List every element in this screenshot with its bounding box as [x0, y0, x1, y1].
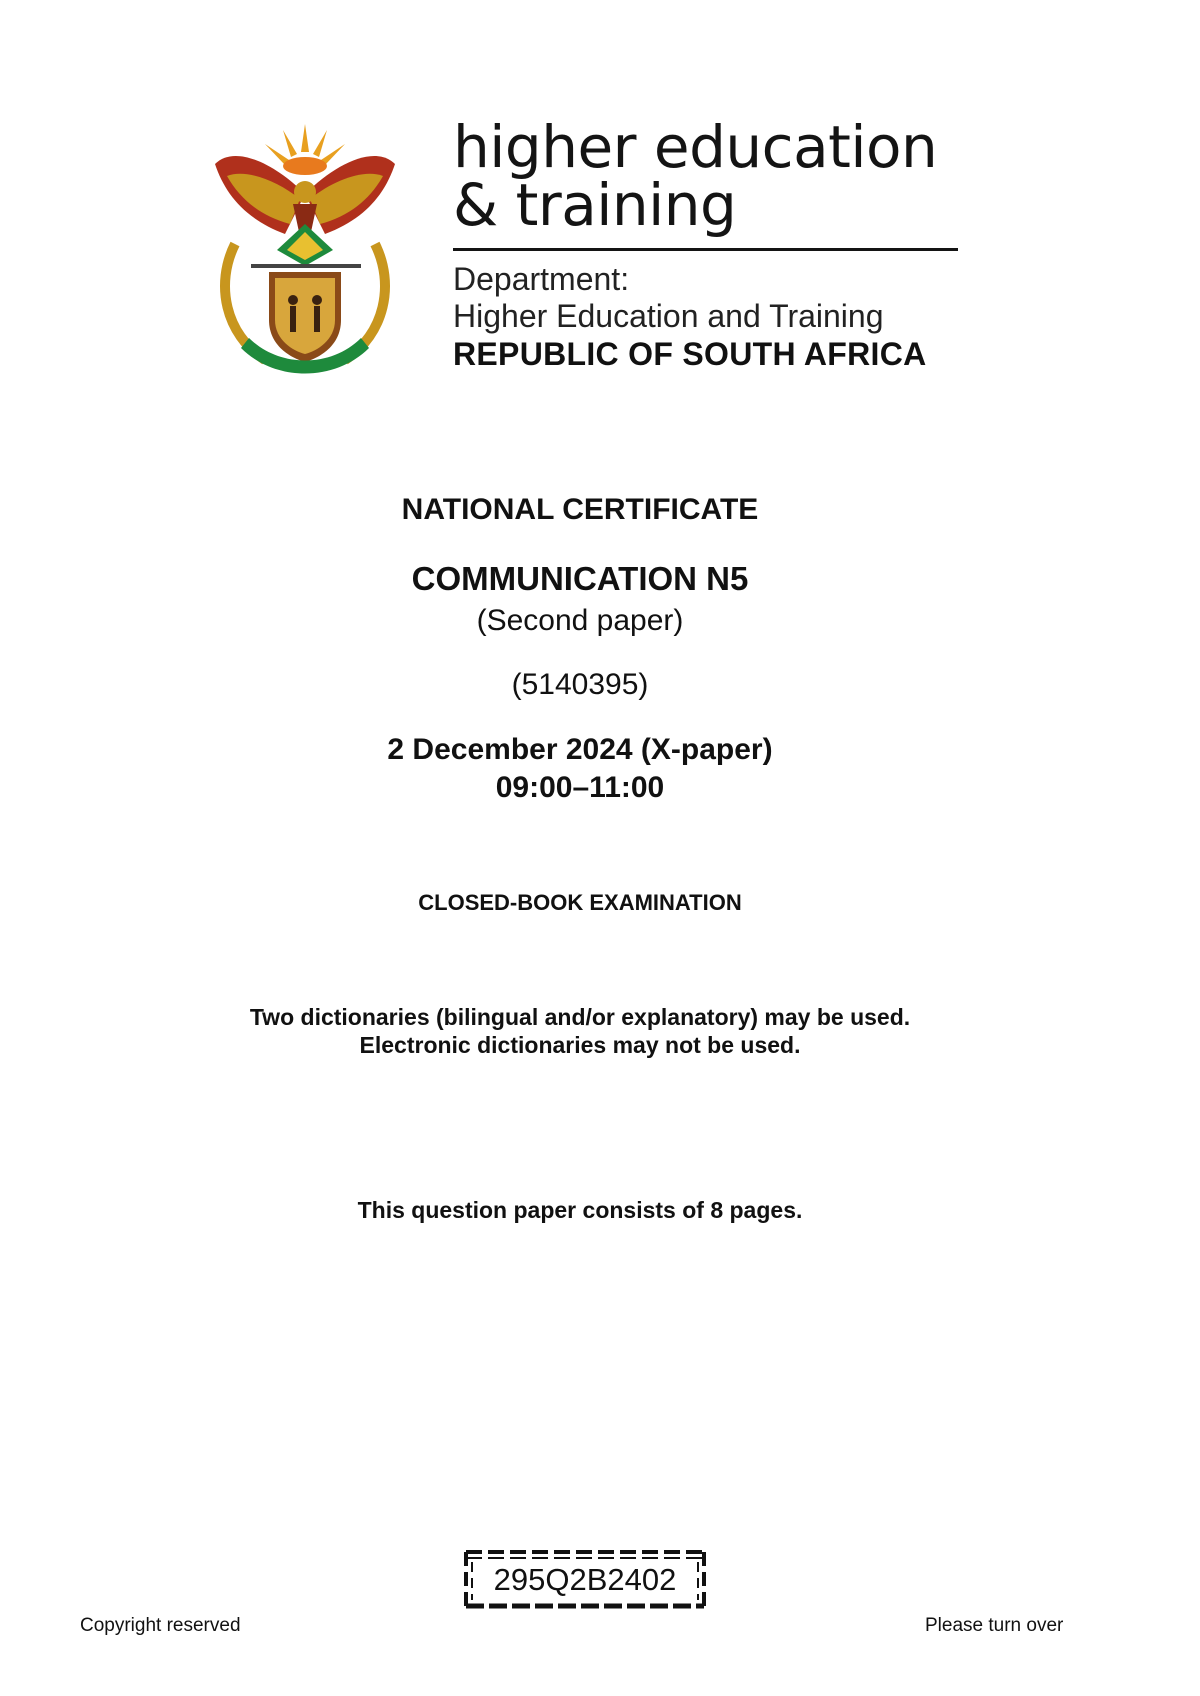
brand-block [453, 113, 958, 373]
exam-type: CLOSED-BOOK EXAMINATION [418, 890, 742, 915]
subject-title: COMMUNICATION N5 [411, 560, 749, 597]
country-name: REPUBLIC OF SOUTH AFRICA [453, 336, 927, 372]
coat-of-arms-icon [205, 124, 405, 378]
barcode-id: 295Q2B2402 [493, 1562, 677, 1597]
exam-date: 2 December 2024 (X-paper) [387, 733, 773, 766]
brand-title-line1: higher education [453, 113, 938, 181]
copyright-note: Copyright reserved [80, 1615, 241, 1636]
certificate-title: NATIONAL CERTIFICATE [401, 493, 759, 526]
turn-over-note: Please turn over [925, 1615, 1064, 1636]
document-header [205, 113, 965, 388]
brand-title-line2: & training [453, 171, 737, 239]
exam-time: 09:00–11:00 [495, 771, 665, 804]
page-count-note: This question paper consists of 8 pages. [357, 1197, 803, 1223]
barcode-stamp [462, 1548, 708, 1612]
department-label: Department: [453, 261, 630, 297]
dictionary-rule-1: Two dictionaries (bilingual and/or explanatory) may be used. [249, 1004, 911, 1030]
subject-code: (5140395) [511, 668, 649, 701]
department-name: Higher Education and Training [453, 298, 884, 334]
dictionary-rule-2: Electronic dictionaries may not be used. [359, 1032, 801, 1058]
paper-label: (Second paper) [476, 604, 684, 637]
brand-divider [453, 248, 958, 251]
